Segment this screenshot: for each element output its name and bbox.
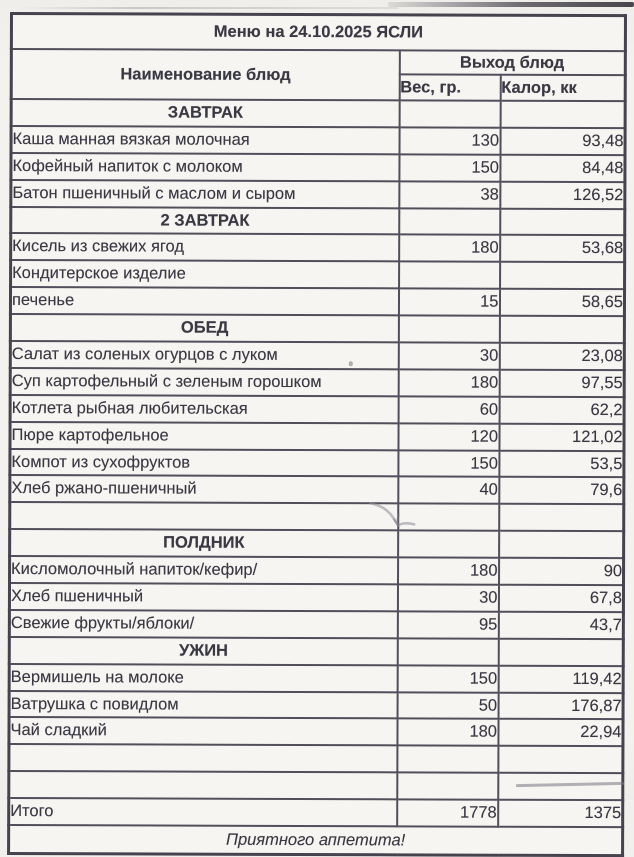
dish-name: Котлета рыбная любительская <box>10 395 398 423</box>
section-label: ПОЛДНИК <box>10 529 398 557</box>
footer-note: Приятного аппетита! <box>9 825 623 856</box>
table-row <box>11 153 625 182</box>
table-row <box>9 583 623 612</box>
calories-cell <box>500 101 625 128</box>
empty-cell <box>9 744 397 772</box>
table-row <box>9 717 623 746</box>
section-row <box>11 207 625 236</box>
table-row <box>10 368 624 397</box>
empty-row <box>9 771 623 800</box>
weight-cell: 30 <box>398 342 499 369</box>
total-weight: 1778 <box>397 800 498 827</box>
weight-cell: 60 <box>398 396 499 423</box>
column-header-calories: Калор, кк <box>500 75 625 101</box>
dish-name: Кисель из свежих ягод <box>11 233 399 261</box>
page-title: Меню на 24.10.2025 ЯСЛИ <box>11 14 625 52</box>
weight-cell <box>397 638 498 665</box>
empty-cell <box>498 746 623 773</box>
dish-name: печенье <box>10 287 398 315</box>
dish-name: Пюре картофельное <box>10 422 398 450</box>
weight-cell: 180 <box>399 235 500 262</box>
weight-cell <box>399 208 500 235</box>
calories-cell: 84,48 <box>500 154 625 181</box>
section-label: ЗАВТРАК <box>11 99 399 127</box>
footer-row <box>9 825 623 856</box>
calories-cell <box>500 208 625 235</box>
calories-cell: 58,65 <box>499 289 624 316</box>
weight-cell: 95 <box>397 611 498 638</box>
table-row <box>9 610 623 639</box>
calories-cell: 97,55 <box>499 370 624 397</box>
weight-cell: 38 <box>399 181 500 208</box>
dish-name: Ватрушка с повидлом <box>9 691 397 719</box>
menu-table <box>7 12 627 857</box>
calories-cell <box>498 639 623 666</box>
calories-cell: 53,68 <box>500 235 625 262</box>
dish-name: Свежие фрукты/яблоки/ <box>9 610 397 638</box>
column-header-weight: Вес, гр. <box>399 74 500 100</box>
calories-cell: 126,52 <box>500 181 625 208</box>
calories-cell: 22,94 <box>498 719 623 746</box>
table-row <box>11 260 625 289</box>
weight-cell: 180 <box>398 369 499 396</box>
calories-cell: 23,08 <box>499 343 624 370</box>
title-row <box>11 14 625 52</box>
dish-name: Каша манная вязкая молочная <box>11 126 399 154</box>
dish-name: Компот из сухофруктов <box>10 449 398 477</box>
table-row <box>10 556 624 585</box>
empty-row <box>9 744 623 773</box>
weight-cell <box>399 100 500 127</box>
weight-cell: 50 <box>397 692 498 719</box>
dish-name: Хлеб ржано-пшеничный <box>10 475 398 503</box>
dish-name: Батон пшеничный с маслом и сыром <box>11 180 399 208</box>
empty-cell <box>397 746 498 773</box>
calories-cell: 93,48 <box>500 128 625 155</box>
table-row <box>10 475 624 504</box>
calories-cell: 121,02 <box>499 423 624 450</box>
table-row <box>10 449 624 478</box>
dish-name: Кофейный напиток с молоком <box>11 153 399 181</box>
menu-sheet <box>7 12 627 857</box>
calories-cell: 43,7 <box>498 612 623 639</box>
dish-name: Хлеб пшеничный <box>9 583 397 611</box>
empty-row <box>10 502 624 531</box>
table-row <box>11 126 625 155</box>
weight-cell: 180 <box>398 557 499 584</box>
weight-cell: 15 <box>398 289 499 316</box>
weight-cell: 30 <box>397 584 498 611</box>
weight-cell: 40 <box>398 477 499 504</box>
empty-cell <box>498 773 623 800</box>
empty-cell <box>398 504 499 531</box>
calories-cell: 90 <box>499 558 624 585</box>
scan-edge-artifact <box>18 7 398 9</box>
section-row <box>10 529 624 558</box>
calories-cell: 62,2 <box>499 397 624 424</box>
dish-name: Вермишель на молоке <box>9 664 397 692</box>
table-row <box>11 233 625 262</box>
table-row <box>10 422 624 451</box>
weight-cell: 150 <box>397 665 498 692</box>
empty-cell <box>397 773 498 800</box>
empty-cell <box>499 504 624 531</box>
section-row <box>9 637 623 666</box>
weight-cell: 150 <box>399 154 500 181</box>
calories-cell <box>499 316 624 343</box>
weight-cell <box>398 531 499 558</box>
calories-cell: 67,8 <box>498 585 623 612</box>
column-header-output: Выход блюд <box>399 50 625 75</box>
dish-name: Кондитерское изделие <box>11 260 399 288</box>
scan-edge-artifact <box>388 2 634 7</box>
calories-cell: 119,42 <box>498 665 623 692</box>
total-label: Итого <box>9 798 397 826</box>
header-row-top <box>11 49 625 75</box>
weight-cell: 120 <box>398 423 499 450</box>
calories-cell <box>499 531 624 558</box>
calories-cell: 79,6 <box>499 477 624 504</box>
calories-cell: 53,5 <box>499 450 624 477</box>
empty-cell <box>10 502 398 530</box>
weight-cell: 180 <box>397 719 498 746</box>
dish-name: Суп картофельный с зеленым горошком <box>10 368 398 396</box>
section-row <box>10 314 624 343</box>
section-row <box>11 99 625 128</box>
section-label: УЖИН <box>9 637 397 665</box>
table-row <box>9 691 623 720</box>
table-row <box>10 287 624 316</box>
dish-name: Кисломолочный напиток/кефир/ <box>10 556 398 584</box>
section-label: 2 ЗАВТРАК <box>11 207 399 235</box>
weight-cell: 150 <box>398 450 499 477</box>
table-row <box>11 180 625 209</box>
calories-cell: 176,87 <box>498 692 623 719</box>
total-calories: 1375 <box>498 800 623 827</box>
empty-cell <box>9 771 397 799</box>
dish-name: Чай сладкий <box>9 717 397 745</box>
calories-cell <box>500 262 625 289</box>
total-row <box>9 798 623 827</box>
column-header-name: Наименование блюд <box>11 49 399 100</box>
table-row <box>10 395 624 424</box>
weight-cell <box>398 315 499 342</box>
table-row <box>10 341 624 370</box>
weight-cell <box>399 262 500 289</box>
section-label: ОБЕД <box>10 314 398 342</box>
weight-cell: 130 <box>399 127 500 154</box>
dish-name: Салат из соленых огурцов с луком <box>10 341 398 369</box>
table-row <box>9 664 623 693</box>
